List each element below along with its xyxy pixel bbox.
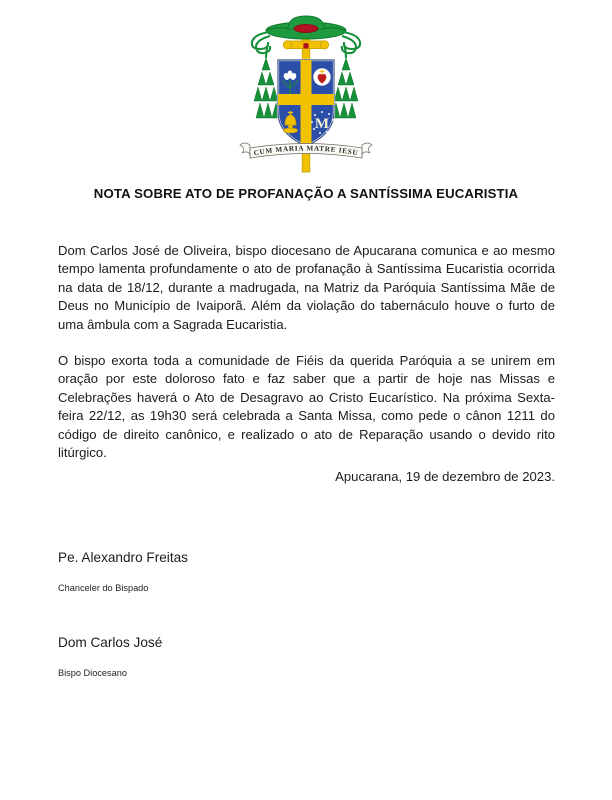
svg-text:M: M	[314, 116, 330, 132]
galero-hat-icon	[266, 16, 346, 39]
signature-name: Dom Carlos José	[58, 635, 163, 650]
motto-text: CUM MARIA MATRE IESU	[253, 144, 359, 158]
signature-role: Bispo Diocesano	[58, 668, 127, 678]
galero-cord-left-icon	[252, 32, 270, 58]
document-body	[58, 242, 555, 462]
signature-role: Chanceler do Bispado	[58, 583, 149, 593]
signature-block-bishop	[58, 634, 458, 680]
place-and-date: Apucarana, 19 de dezembro de 2023.	[335, 469, 555, 484]
coat-of-arms-svg	[226, 8, 386, 176]
galero-cord-right-icon	[342, 32, 360, 58]
signature-block-chancellor	[58, 549, 458, 595]
signature-name: Pe. Alexandro Freitas	[58, 550, 188, 565]
heraldic-shield-icon	[278, 60, 334, 146]
paragraph-1: Dom Carlos José de Oliveira, bispo diocesano de Apucarana comunica e ao mesmo tempo lamenta profundamente o ato de profanação à Santíssima Eucaristia ocorrida na data de 18/12, durante a madrugada, na Matriz da Paróquia Santíssima Mãe de Deus no Município de Ivaiporã. Além da violação do tabernáculo houve o furto de uma âmbula com a Sagrada Eucaristia.	[58, 243, 555, 332]
tassels-left-icon	[254, 58, 280, 118]
paragraph-2: O bispo exorta toda a comunidade de Fiéis da querida Paróquia a se unirem em oração por este doloroso fato e faz saber que a partir de hoje nas Missas e Celebrações haverá o Ato de Desagravo ao Cristo Eucarístico. Na próxima Sexta-feira 22/12, as 19h30 será celebrada a Santa Missa, como pede o cânon 1211 do código de direito canônico, e realizado o ato de Reparação usando o devido rito litúrgico.	[58, 353, 555, 461]
tassels-right-icon	[332, 58, 358, 118]
sacred-heart-charge-icon	[313, 68, 330, 85]
coat-of-arms	[0, 8, 612, 176]
page-title: NOTA SOBRE ATO DE PROFANAÇÃO A SANTÍSSIMA EUCARISTIA	[93, 186, 519, 201]
